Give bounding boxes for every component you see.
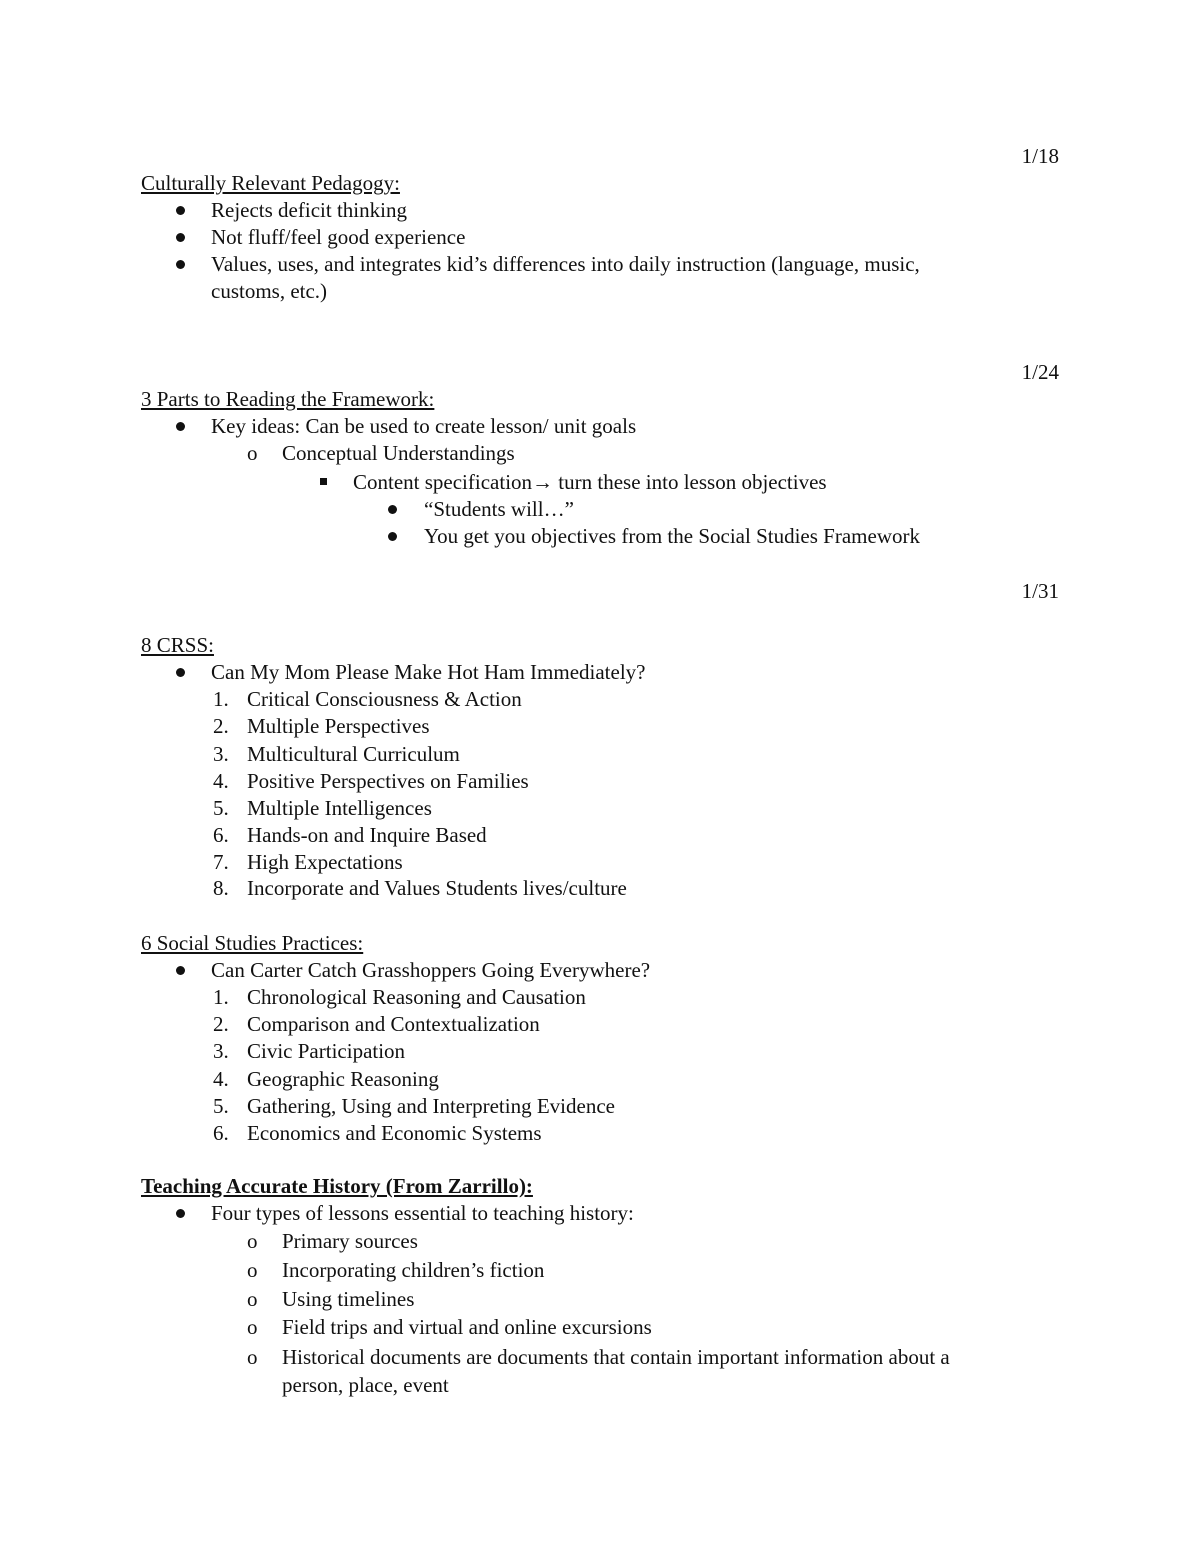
- list-number: 1.: [213, 985, 229, 1009]
- list-item: Incorporate and Values Students lives/culture: [247, 876, 627, 900]
- list-item: Chronological Reasoning and Causation: [247, 985, 586, 1009]
- bullet-icon: [176, 206, 185, 215]
- list-number: 6.: [213, 823, 229, 847]
- list-number: 8.: [213, 876, 229, 900]
- list-item: Geographic Reasoning: [247, 1067, 439, 1091]
- list-number: 4.: [213, 1067, 229, 1091]
- bullet-icon: [176, 233, 185, 242]
- list-item: Multiple Intelligences: [247, 796, 432, 820]
- list-number: 3.: [213, 1039, 229, 1063]
- list-item: Rejects deficit thinking: [211, 198, 407, 222]
- list-number: 3.: [213, 742, 229, 766]
- list-item: Four types of lessons essential to teaching history:: [211, 1201, 634, 1225]
- bullet-icon: [176, 1209, 185, 1218]
- list-number: 2.: [213, 1012, 229, 1036]
- list-item: Hands-on and Inquire Based: [247, 823, 487, 847]
- list-number: 1.: [213, 687, 229, 711]
- circle-bullet-icon: o: [247, 441, 258, 465]
- list-item: Using timelines: [282, 1287, 415, 1311]
- list-item: Not fluff/feel good experience: [211, 225, 466, 249]
- list-item: “Students will…”: [424, 497, 574, 521]
- bullet-icon: [388, 505, 397, 514]
- bullet-icon: [388, 532, 397, 541]
- list-number: 2.: [213, 714, 229, 738]
- list-item: Field trips and virtual and online excursions: [282, 1315, 652, 1339]
- list-item: Comparison and Contextualization: [247, 1012, 540, 1036]
- list-item: Multiple Perspectives: [247, 714, 430, 738]
- list-item: Incorporating children’s fiction: [282, 1258, 545, 1282]
- list-item: Values, uses, and integrates kid’s differences into daily instruction (language, music,: [211, 252, 920, 276]
- bullet-icon: [176, 966, 185, 975]
- bullet-icon: [176, 668, 185, 677]
- list-item-text: turn these into lesson objectives: [553, 470, 827, 494]
- list-item: Can Carter Catch Grasshoppers Going Everywhere?: [211, 958, 651, 982]
- list-item: High Expectations: [247, 850, 403, 874]
- list-number: 5.: [213, 796, 229, 820]
- list-item: Primary sources: [282, 1229, 418, 1253]
- list-number: 4.: [213, 769, 229, 793]
- list-number: 5.: [213, 1094, 229, 1118]
- circle-bullet-icon: o: [247, 1315, 258, 1339]
- date-label: 1/24: [1021, 360, 1059, 384]
- list-item-text: Content specification: [353, 470, 533, 494]
- list-item: Positive Perspectives on Families: [247, 769, 529, 793]
- bullet-icon: [176, 260, 185, 269]
- list-item: [353, 469, 827, 496]
- list-item: Critical Consciousness & Action: [247, 687, 522, 711]
- list-item: Conceptual Understandings: [282, 441, 515, 465]
- section-title-social-studies-practices: 6 Social Studies Practices:: [141, 931, 364, 955]
- list-item: Key ideas: Can be used to create lesson/ unit goals: [211, 414, 637, 438]
- circle-bullet-icon: o: [247, 1229, 258, 1253]
- circle-bullet-icon: o: [247, 1258, 258, 1282]
- list-item: Economics and Economic Systems: [247, 1121, 542, 1145]
- list-item: Can My Mom Please Make Hot Ham Immediately?: [211, 660, 646, 684]
- list-item: Gathering, Using and Interpreting Evidence: [247, 1094, 615, 1118]
- list-number: 6.: [213, 1121, 229, 1145]
- list-number: 7.: [213, 850, 229, 874]
- square-bullet-icon: [320, 478, 327, 485]
- section-title-8-crss: 8 CRSS:: [141, 633, 214, 657]
- section-title-teaching-accurate-history: Teaching Accurate History (From Zarrillo):: [141, 1174, 533, 1198]
- list-item-continuation: customs, etc.): [211, 279, 328, 303]
- circle-bullet-icon: o: [247, 1287, 258, 1311]
- list-item: You get you objectives from the Social Studies Framework: [424, 524, 920, 548]
- list-item-continuation: person, place, event: [282, 1373, 449, 1397]
- list-item: Historical documents are documents that contain important information about a: [282, 1345, 950, 1369]
- bullet-icon: [176, 422, 185, 431]
- date-label: 1/31: [1021, 579, 1059, 603]
- list-item: Civic Participation: [247, 1039, 406, 1063]
- circle-bullet-icon: o: [247, 1345, 258, 1369]
- date-label: 1/18: [1021, 144, 1059, 168]
- section-title-reading-framework: 3 Parts to Reading the Framework:: [141, 387, 435, 411]
- list-item: Multicultural Curriculum: [247, 742, 460, 766]
- arrow-right-icon: →: [532, 470, 554, 494]
- section-title-culturally-relevant-pedagogy: Culturally Relevant Pedagogy:: [141, 171, 400, 195]
